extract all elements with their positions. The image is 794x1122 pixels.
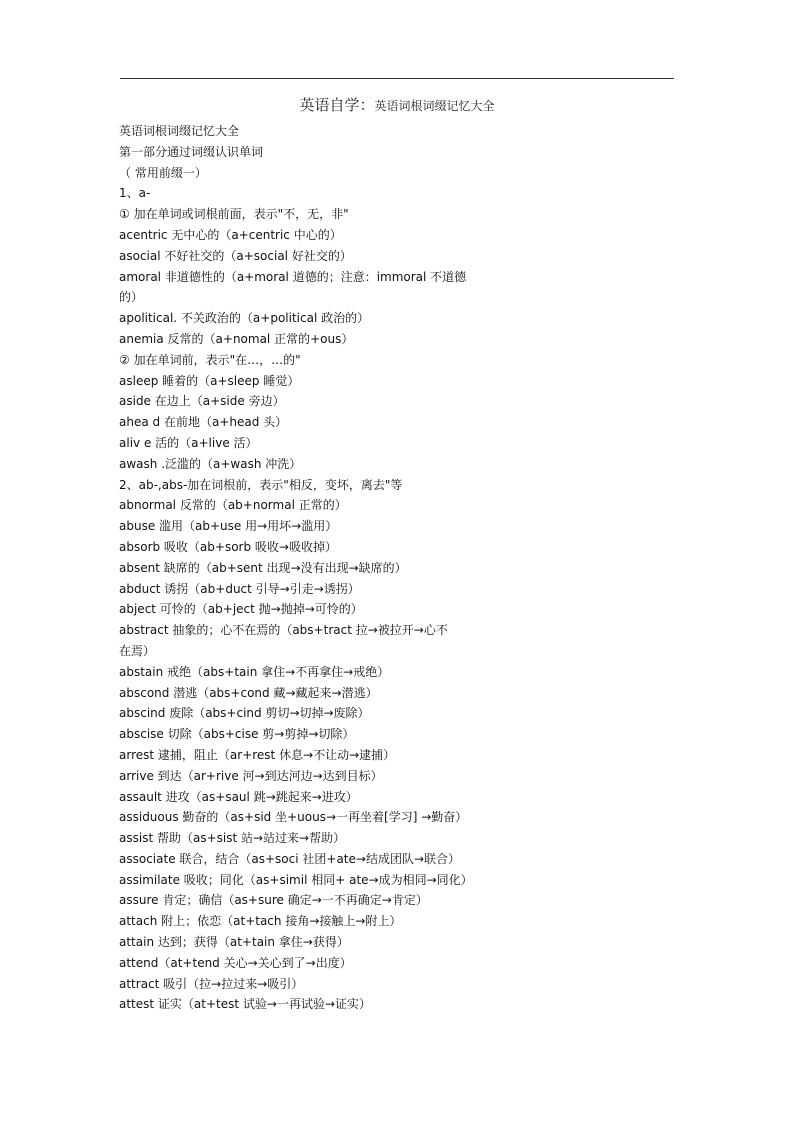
header-rule	[120, 78, 674, 79]
text-line: ahea d 在前地（a+head 头）	[119, 415, 288, 430]
text-line: absorb 吸收（ab+sorb 吸收→吸收掉）	[119, 539, 337, 554]
text-line: attract 吸引（拉→拉过来→吸引）	[119, 976, 304, 991]
text-line: associate 联合，结合（as+soci 社团+ate→结成团队→联合）	[119, 851, 460, 866]
text-line: arrive 到达（ar+rive 河→到达河边→达到目标）	[119, 768, 383, 783]
text-line: attach 附上；依恋（at+tach 接角→接触上→附上）	[119, 914, 402, 929]
text-line: apolitical. 不关政治的（a+political 政治的）	[119, 311, 370, 326]
text-line: arrest 逮捕，阻止（ar+rest 休息→不让动→逮捕）	[119, 747, 396, 762]
text-line: acentric 无中心的（a+centric 中心的）	[119, 227, 342, 242]
text-line: abscise 切除（abs+cise 剪→剪掉→切除）	[119, 727, 355, 742]
text-line: assimilate 吸收；同化（as+simil 相同+ ate→成为相同→同化）	[119, 872, 473, 887]
text-line: absent 缺席的（ab+sent 出现→没有出现→缺席的）	[119, 560, 407, 575]
text-line: abduct 诱拐（ab+duct 引导→引走→诱拐）	[119, 581, 360, 596]
text-line: anemia 反常的（a+nomal 正常的+ous）	[119, 331, 354, 346]
text-line: abscond 潜逃（abs+cond 藏→藏起来→潜逃）	[119, 685, 378, 700]
text-line: 2、ab-,abs-加在词根前，表示"相反，变坏，离去"等	[119, 477, 403, 492]
text-line: 第一部分通过词缀认识单词	[119, 144, 264, 159]
text-line: aliv e 活的（a+live 活）	[119, 435, 258, 450]
text-line: 的）	[119, 290, 144, 305]
text-line: abject 可怜的（ab+ject 抛→抛掉→可怜的）	[119, 602, 363, 617]
text-line: abscind 废除（abs+cind 剪切→切掉→废除）	[119, 706, 370, 721]
text-line: abstain 戒绝（abs+tain 拿住→不再拿住→戒绝）	[119, 664, 390, 679]
header-separator: ：	[359, 96, 375, 114]
text-line: 在焉）	[119, 643, 156, 658]
text-line: ① 加在单词或词根前面，表示"不，无，非"	[119, 207, 349, 222]
text-line: amoral 非道德性的（a+moral 道德的；注意：immoral 不道德	[119, 269, 467, 284]
text-line: asocial 不好社交的（a+social 好社交的）	[119, 248, 352, 263]
text-line: abstract 抽象的；心不在焉的（abs+tract 拉→被拉开→心不	[119, 623, 448, 638]
text-line: 英语词根词缀记忆大全	[119, 124, 240, 138]
text-line: aside 在边上（a+side 旁边）	[119, 394, 285, 409]
document-body	[119, 121, 679, 1015]
text-line: ② 加在单词前，表示"在…，…的"	[119, 352, 301, 367]
text-line: 1、a-	[119, 186, 151, 201]
text-line: awash .泛滥的（a+wash 冲洗）	[119, 456, 302, 471]
text-line: attend（at+tend 关心→关心到了→出度）	[119, 955, 352, 970]
text-line: abnormal 反常的（ab+normal 正常的）	[119, 498, 347, 513]
text-line: assault 进攻（as+saul 跳→跳起来→进攻）	[119, 789, 358, 804]
text-line: asleep 睡着的（a+sleep 睡觉）	[119, 373, 300, 388]
text-line: attain 达到；获得（at+tain 拿住→获得）	[119, 935, 349, 950]
header-subtitle: 英语词根词缀记忆大全	[374, 99, 495, 113]
text-line: assist 帮助（as+sist 站→站过来→帮助）	[119, 831, 346, 846]
text-line: assiduous 勤奋的（as+sid 坐+uous→一再坐着[学习] →勤奋）	[119, 810, 468, 825]
page-header	[120, 94, 674, 115]
header-title: 英语自学	[299, 96, 360, 114]
text-line: attest 证实（at+test 试验→一再试验→证实）	[119, 997, 372, 1012]
text-line: assure 肯定；确信（as+sure 确定→一不再确定→肯定）	[119, 893, 428, 908]
text-line: abuse 滥用（ab+use 用→用坏→滥用）	[119, 519, 338, 534]
text-line: （ 常用前缀一）	[119, 165, 207, 180]
